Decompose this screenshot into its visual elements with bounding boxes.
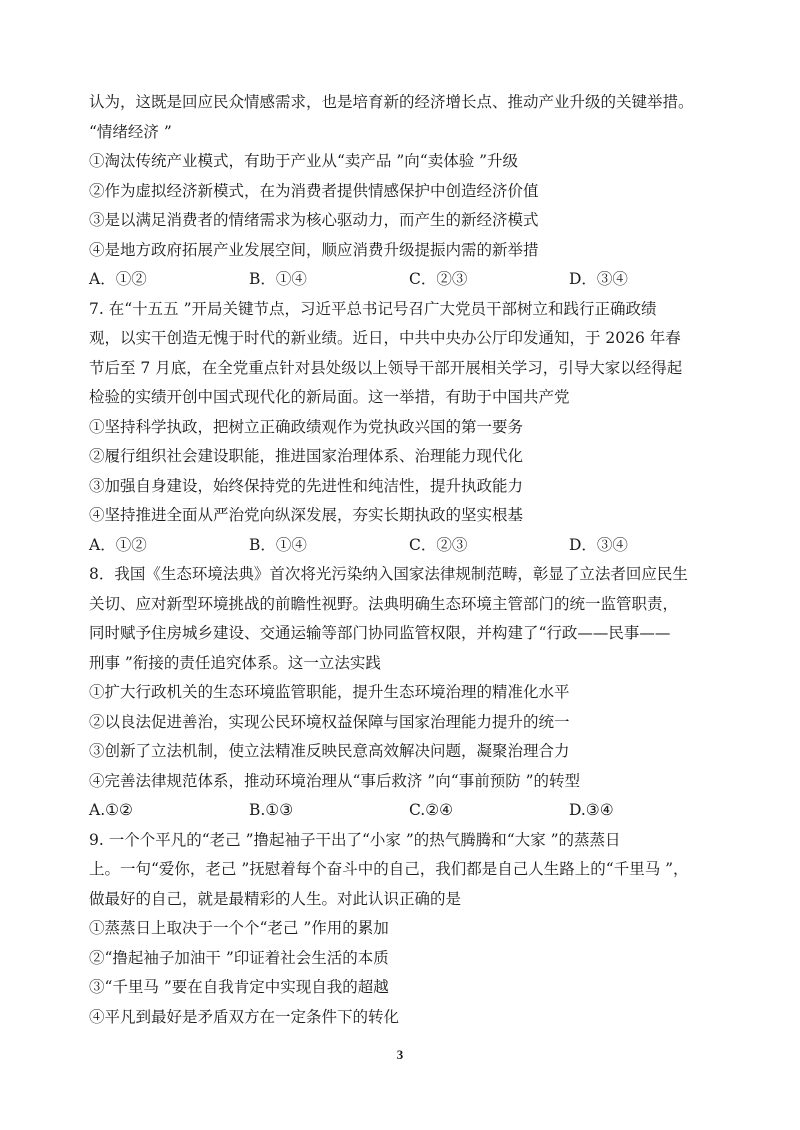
option-3: ③是以满足消费者的情绪需求为核心驱动力，而产生的新经济模式 xyxy=(89,211,539,229)
stem-line: 节后至 7 月底，在全党重点针对县处级以上领导干部开展相关学习，引导大家以经得起 xyxy=(89,358,683,377)
question-6-stem xyxy=(89,88,729,147)
option-4: ④是地方政府拓展产业发展空间，顺应消费升级提振内需的新举措 xyxy=(89,240,539,259)
stem-line: 做最好的自己，就是最精彩的人生。对此认识正确的是 xyxy=(89,889,462,908)
stem-line: 刑事 ”衔接的责任追究体系。这一立法实践 xyxy=(89,653,381,672)
question-7-options xyxy=(89,413,729,531)
stem-line: 关切、应对新型环境挑战的前瞻性视野。法典明确生态环境主管部门的统一监管职责， xyxy=(89,594,679,613)
option-2: ②履行组织社会建设职能，推进国家治理体系、治理能力现代化 xyxy=(89,447,524,465)
option-2: ②“撸起袖子加油干 ”印证着社会生活的本质 xyxy=(89,948,389,967)
choice-b: B．①④ xyxy=(249,270,307,288)
option-1: ①蒸蒸日上取决于一个个“老己 ”作用的累加 xyxy=(89,919,389,937)
question-8-stem xyxy=(89,560,729,678)
stem-line: “情绪经济 ” xyxy=(89,122,172,141)
stem-line: 上。一句“爱你，老己 ”抚慰着每个奋斗中的自己，我们都是自己人生路上的“千里马 ”， xyxy=(89,860,689,878)
choice-b: B．①④ xyxy=(249,535,307,554)
page-content xyxy=(89,88,729,1032)
question-6-options xyxy=(89,147,729,265)
option-3: ③“千里马 ”要在自我肯定中实现自我的超越 xyxy=(89,978,389,996)
choice-a: A.①② xyxy=(89,801,133,819)
option-3: ③创新了立法机制，使立法精准反映民意高效解决问题，凝聚治理合力 xyxy=(89,742,570,760)
option-1: ①扩大行政机关的生态环境监管职能，提升生态环境治理的精准化水平 xyxy=(89,683,570,701)
choice-d: D．③④ xyxy=(569,270,628,288)
question-9-options xyxy=(89,914,729,1032)
stem-line: 8．我国《生态环境法典》首次将光污染纳入国家法律规制范畴，彰显了立法者回应民生 xyxy=(89,565,688,583)
option-2: ②作为虚拟经济新模式，在为消费者提供情感保护中创造经济价值 xyxy=(89,181,539,200)
option-4: ④平凡到最好是矛盾双方在一定条件下的转化 xyxy=(89,1007,400,1026)
question-6-choices xyxy=(89,265,729,295)
option-2: ②以良法促进善治，实现公民环境权益保障与国家治理能力提升的统一 xyxy=(89,712,570,731)
choice-c: C.②④ xyxy=(409,801,454,819)
question-9-stem xyxy=(89,826,729,915)
choice-b: B.①③ xyxy=(249,801,294,819)
option-4: ④完善法律规范体系，推动环境治理从“事后救济 ”向“事前预防 ”的转型 xyxy=(89,771,581,790)
option-3: ③加强自身建设，始终保持党的先进性和纯洁性，提升执政能力 xyxy=(89,476,524,495)
option-4: ④坚持推进全面从严治党向纵深发展，夯实长期执政的坚实根基 xyxy=(89,506,524,524)
choice-a: A．①② xyxy=(89,270,147,288)
page-number: 3 xyxy=(396,1047,404,1062)
choice-c: C．②③ xyxy=(409,270,468,288)
stem-line: 观，以实干创造无愧于时代的新业绩。近日，中共中央办公厅印发通知，于 2026 年春 xyxy=(89,329,681,347)
choice-d: D.③④ xyxy=(569,801,614,819)
question-8-options xyxy=(89,678,729,796)
option-1: ①淘汰传统产业模式，有助于产业从“卖产品 ”向“卖体验 ”升级 xyxy=(89,152,519,170)
stem-line: 检验的实绩开创中国式现代化的新局面。这一举措，有助于中国共产党 xyxy=(89,388,570,406)
question-7-stem xyxy=(89,295,729,413)
choice-d: D．③④ xyxy=(569,535,628,554)
stem-line: 认为，这既是回应民众情感需求，也是培育新的经济增长点、推动产业升级的关键举措。 xyxy=(89,93,694,111)
stem-line: 9. 一个个平凡的“老己 ”撸起袖子干出了“小家 ”的热气腾腾和“大家 ”的蒸蒸日 xyxy=(89,830,621,849)
choice-a: A．①② xyxy=(89,535,147,554)
question-7-choices xyxy=(89,531,729,561)
question-8-choices xyxy=(89,796,729,826)
stem-line: 同时赋予住房城乡建设、交通运输等部门协同监管权限，并构建了“行政——民事—— xyxy=(89,624,671,642)
stem-line: 7. 在“十五五 ”开局关键节点，习近平总书记号召广大党员干部树立和践行正确政绩 xyxy=(89,299,657,318)
option-1: ①坚持科学执政，把树立正确政绩观作为党执政兴国的第一要务 xyxy=(89,417,524,436)
choice-c: C．②③ xyxy=(409,535,468,554)
